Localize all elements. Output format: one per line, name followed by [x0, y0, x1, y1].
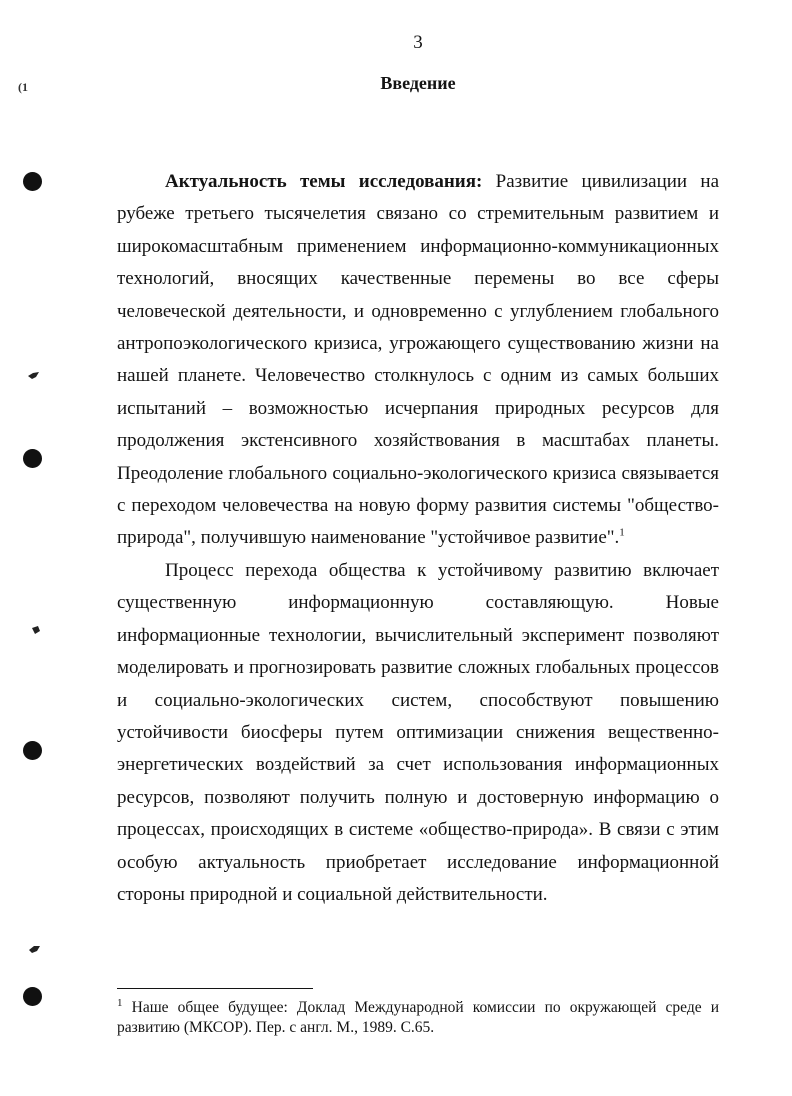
paragraph-transition: Процесс перехода общества к устойчивому развитию включает существенную информационную составляющую. Новые информационные технологии, вычислительный эксперимент позволяют моделировать и прогнозировать развитие сложных глобальных процессов и социально-экологических систем, способствуют повышению устойчивости биосферы путем оптимизации снижения вещественно-энергетических воздействий за счет использования информационных ресурсов, позволяют получить полную и достоверную информацию о процессах, происходящих в системе «общество-природа». В связи с этим особую актуальность приобретает исследование информационной стороны природной и социальной действительности. [117, 559, 719, 905]
footnote-divider [117, 988, 313, 989]
footnote-text: Наше общее будущее: Доклад Международной комиссии по окружающей среде и развитию (МКСОР). Пер. с англ. М., 1989. С.65. [117, 999, 719, 1036]
punch-hole-icon [23, 172, 42, 191]
scan-speck-icon [27, 370, 41, 382]
footnote-reference: 1 [619, 527, 625, 540]
page-number: 3 [413, 32, 423, 53]
punch-hole-icon [23, 449, 42, 468]
paragraph-relevance [117, 166, 719, 555]
margin-handwritten-mark: (1 [18, 80, 28, 94]
scan-speck-icon [30, 624, 42, 636]
relevance-lead: Актуальность темы исследования: [165, 171, 483, 192]
punch-hole-icon [23, 741, 42, 760]
punch-hole-icon [23, 987, 42, 1006]
body-text [117, 166, 719, 911]
footnote-number: 1 [117, 996, 123, 1009]
relevance-text: Развитие цивилизации на рубеже третьего тысячелетия связано со стремительным развитием и широкомасштабным применением информационно-коммуникационных технологий, вносящих качественные перемены во все сферы человеческой деятельности, и одновременно с углублением глобального антропоэкологического кризиса, угрожающего существованию жизни на нашей планете. Человечество столкнулось с одним из самых больших испытаний – возможностью исчерпания природных ресурсов для продолжения экстенсивного хозяйствования в масштабах планеты. Преодоление глобального социально-экологического кризиса связывается с переходом человечества на новую форму развития системы "общество-природа", получившую наименование "устойчивое развитие". [117, 171, 720, 549]
footnote [117, 998, 719, 1038]
section-heading: Введение [380, 73, 456, 93]
scan-speck-icon [28, 943, 42, 955]
